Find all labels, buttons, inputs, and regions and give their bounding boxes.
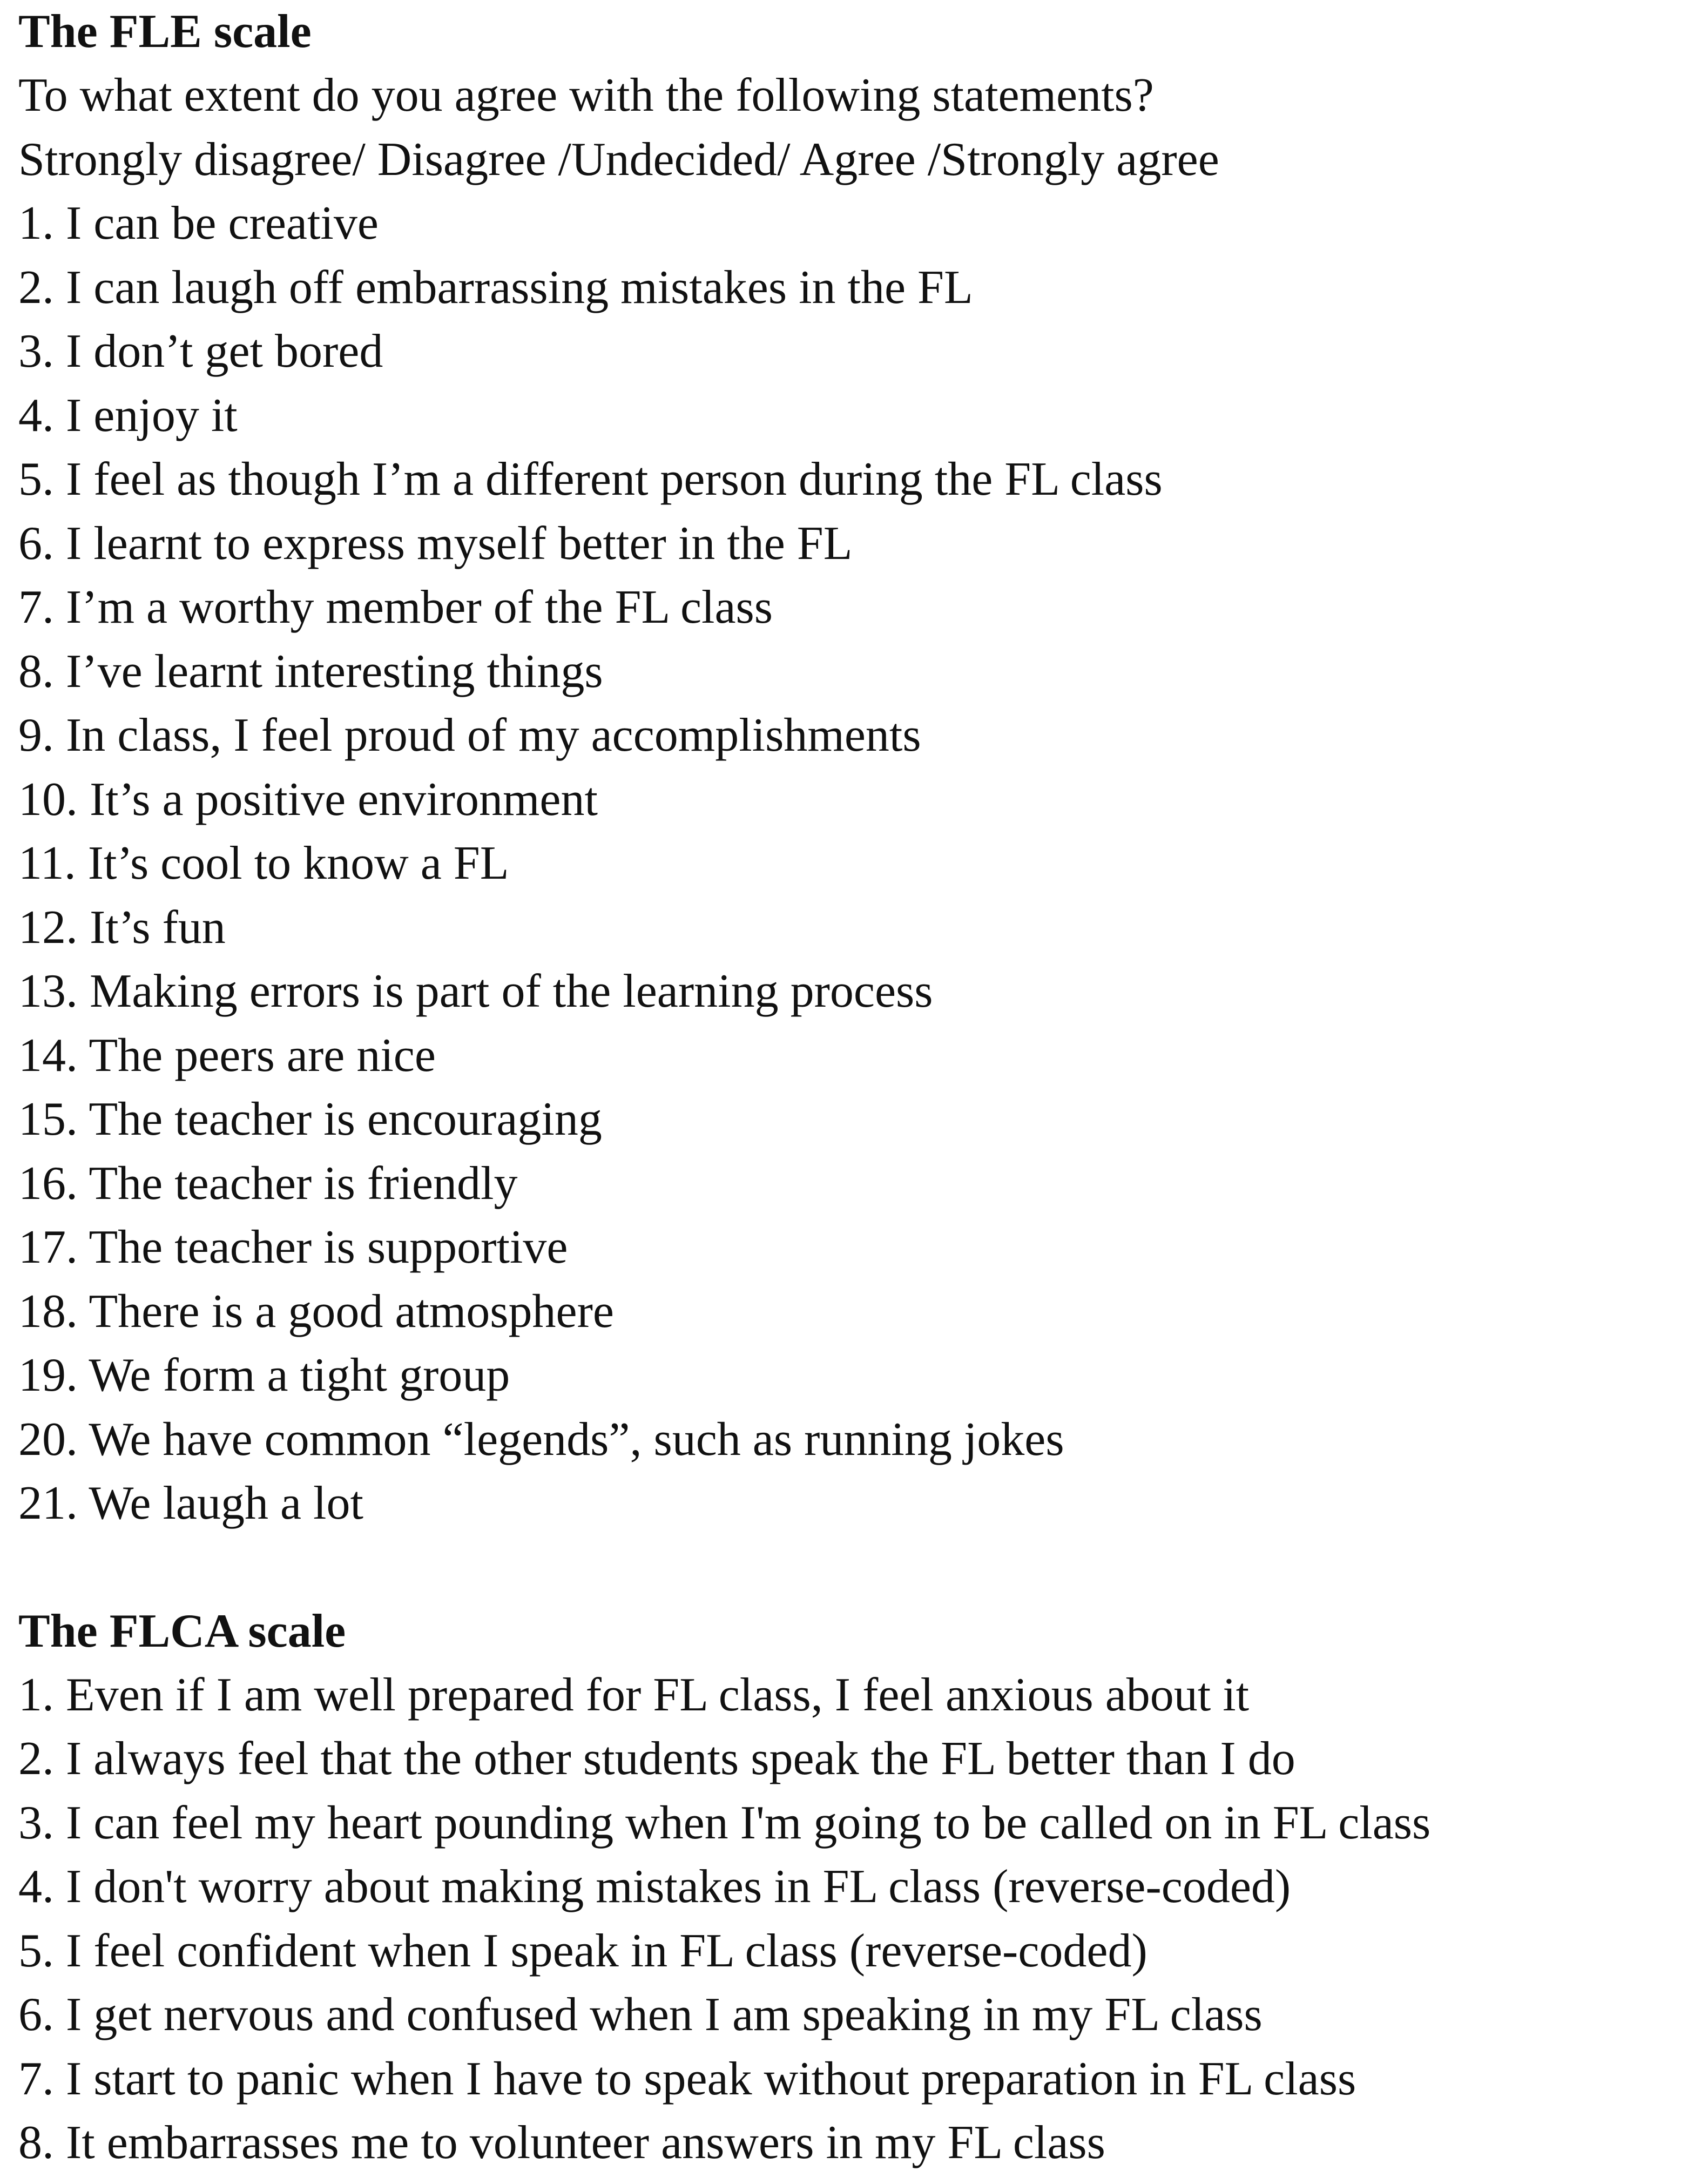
- fle-item: 18. There is a good atmosphere: [18, 1285, 614, 1338]
- fle-item: 21. We laugh a lot: [18, 1477, 363, 1529]
- fle-item: 8. I’ve learnt interesting things: [18, 645, 603, 698]
- fle-question: To what extent do you agree with the following statements?: [18, 69, 1154, 122]
- fle-item: 1. I can be creative: [18, 197, 379, 250]
- fle-item: 19. We form a tight group: [18, 1349, 510, 1401]
- flca-scale-title: The FLCA scale: [18, 1605, 346, 1657]
- flca-item: 5. I feel confident when I speak in FL class (reverse-coded): [18, 1924, 1148, 1977]
- flca-scale-section: [18, 1600, 1692, 2175]
- fle-item: 16. The teacher is friendly: [18, 1157, 518, 1210]
- fle-item: 12. It’s fun: [18, 901, 226, 954]
- fle-item: 17. The teacher is supportive: [18, 1221, 568, 1273]
- fle-scale-title: The FLE scale: [18, 5, 312, 58]
- fle-item: 4. I enjoy it: [18, 389, 238, 442]
- fle-item: 3. I don’t get bored: [18, 325, 383, 378]
- flca-item: 7. I start to panic when I have to speak without preparation in FL class: [18, 2052, 1356, 2105]
- flca-item: 3. I can feel my heart pounding when I'm going to be called on in FL class: [18, 1796, 1431, 1849]
- fle-item: 11. It’s cool to know a FL: [18, 837, 509, 889]
- flca-item: 8. It embarrasses me to volunteer answers in my FL class: [18, 2116, 1105, 2169]
- fle-item: 14. The peers are nice: [18, 1029, 436, 1082]
- flca-item-list: [18, 1663, 1692, 2175]
- fle-item: 10. It’s a positive environment: [18, 773, 598, 826]
- flca-item: 4. I don't worry about making mistakes in FL class (reverse-coded): [18, 1861, 1291, 1913]
- fle-item: 20. We have common “legends”, such as running jokes: [18, 1413, 1064, 1466]
- flca-item: 1. Even if I am well prepared for FL class, I feel anxious about it: [18, 1668, 1250, 1721]
- fle-scale-section: [18, 0, 1692, 1536]
- fle-item: 6. I learnt to express myself better in the FL: [18, 517, 853, 570]
- flca-item: 2. I always feel that the other students speak the FL better than I do: [18, 1733, 1295, 1785]
- fle-response-scale: Strongly disagree/ Disagree /Undecided/ Agree /Strongly agree: [18, 133, 1219, 186]
- section-spacer: [18, 1536, 1692, 1600]
- fle-item: 15. The teacher is encouraging: [18, 1093, 602, 1145]
- fle-item: 9. In class, I feel proud of my accomplishments: [18, 709, 921, 761]
- fle-item-list: [18, 192, 1692, 1536]
- document-page: [18, 0, 1692, 2175]
- fle-item: 2. I can laugh off embarrassing mistakes in the FL: [18, 261, 973, 314]
- fle-item: 13. Making errors is part of the learning process: [18, 965, 933, 1017]
- flca-item: 6. I get nervous and confused when I am speaking in my FL class: [18, 1988, 1263, 2041]
- fle-item: 5. I feel as though I’m a different person during the FL class: [18, 453, 1163, 505]
- fle-item: 7. I’m a worthy member of the FL class: [18, 581, 773, 633]
